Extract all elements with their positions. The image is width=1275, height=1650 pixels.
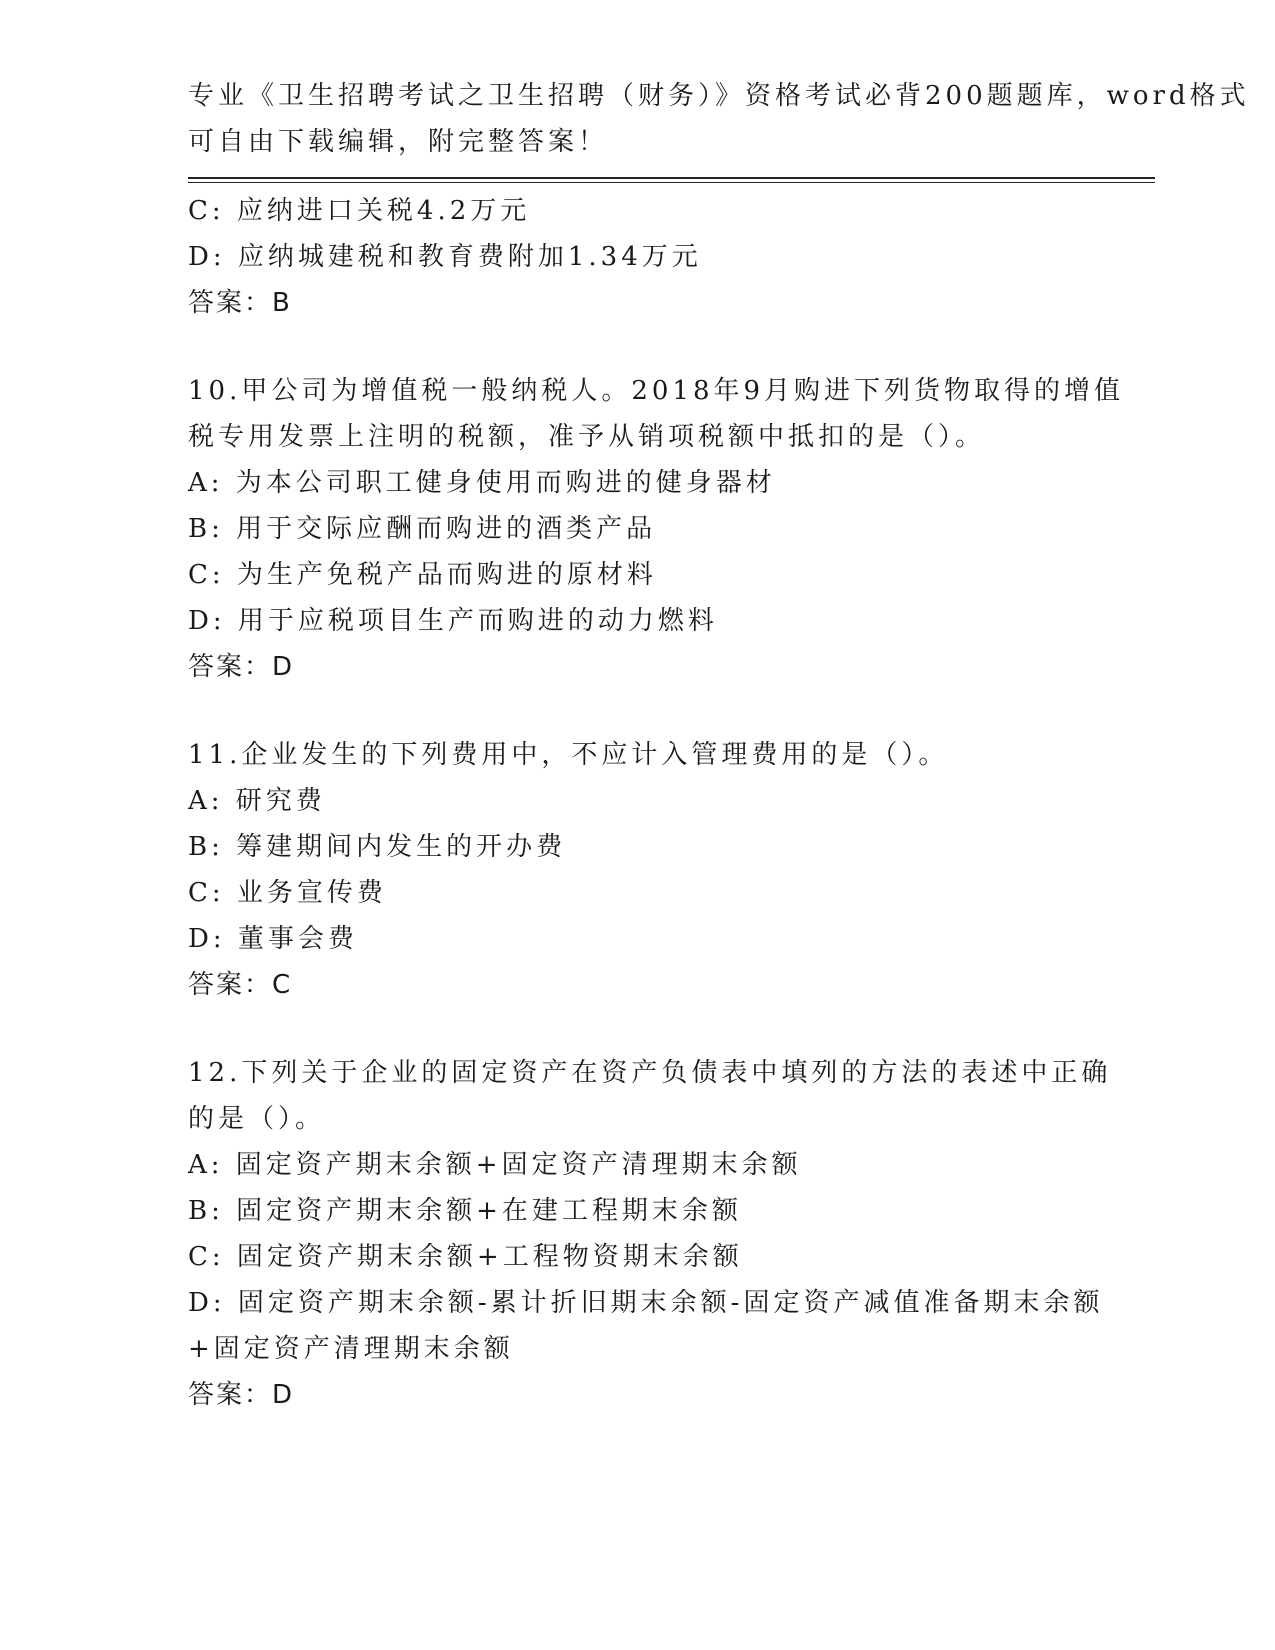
option-b: B: 固定资产期末余额+在建工程期末余额 <box>188 1196 742 1226</box>
answer-label: 答案：B <box>188 288 292 318</box>
option-c: C: 业务宣传费 <box>188 878 387 908</box>
spacer <box>188 326 1088 368</box>
question-stem-line: 11.企业发生的下列费用中，不应计入管理费用的是（）。 <box>188 740 949 770</box>
page-header <box>188 73 1250 165</box>
question-stem-line: 的是（）。 <box>188 1104 326 1134</box>
answer-label: 答案：D <box>188 652 295 682</box>
question-stem-line: 10.甲公司为增值税一般纳税人。2018年9月购进下列货物取得的增值 <box>188 376 1125 406</box>
spacer <box>188 690 1088 732</box>
question-stem-line: 12.下列关于企业的固定资产在资产负债表中填列的方法的表述中正确 <box>188 1058 1112 1088</box>
option-c: C: 固定资产期末余额+工程物资期末余额 <box>188 1242 743 1272</box>
spacer <box>188 1008 1088 1050</box>
option-a: A: 固定资产期末余额+固定资产清理期末余额 <box>188 1150 802 1180</box>
option-b: B: 用于交际应酬而购进的酒类产品 <box>188 514 657 544</box>
option-a: A: 为本公司职工健身使用而购进的健身器材 <box>188 468 776 498</box>
header-title-line-1: 专业《卫生招聘考试之卫生招聘（财务）》资格考试必背200题题库，word格式 <box>188 81 1250 111</box>
option-d: D: 应纳城建税和教育费附加1.34万元 <box>188 242 702 272</box>
header-divider-thick <box>188 177 1155 179</box>
header-divider-thin <box>188 182 1155 183</box>
option-d: D: 用于应税项目生产而购进的动力燃料 <box>188 606 718 636</box>
answer-label: 答案：C <box>188 970 293 1000</box>
option-c: C: 为生产免税产品而购进的原材料 <box>188 560 657 590</box>
question-12 <box>188 1050 1112 1418</box>
question-11 <box>188 732 1088 1008</box>
option-b: B: 筹建期间内发生的开办费 <box>188 832 567 862</box>
option-c: C: 应纳进口关税4.2万元 <box>188 196 531 226</box>
question-content <box>188 188 1125 1418</box>
answer-label: 答案：D <box>188 1380 295 1410</box>
option-d-continuation: +固定资产清理期末余额 <box>188 1334 514 1364</box>
question-10 <box>188 368 1125 690</box>
option-d: D: 固定资产期末余额-累计折旧期末余额-固定资产减值准备期末余额 <box>188 1288 1104 1318</box>
option-d: D: 董事会费 <box>188 924 358 954</box>
header-title-line-2: 可自由下载编辑，附完整答案！ <box>188 127 609 157</box>
question-stem-line: 税专用发票上注明的税额，准予从销项税额中抵扣的是（）。 <box>188 422 986 452</box>
previous-question-block <box>188 188 1088 326</box>
option-a: A: 研究费 <box>188 786 326 816</box>
